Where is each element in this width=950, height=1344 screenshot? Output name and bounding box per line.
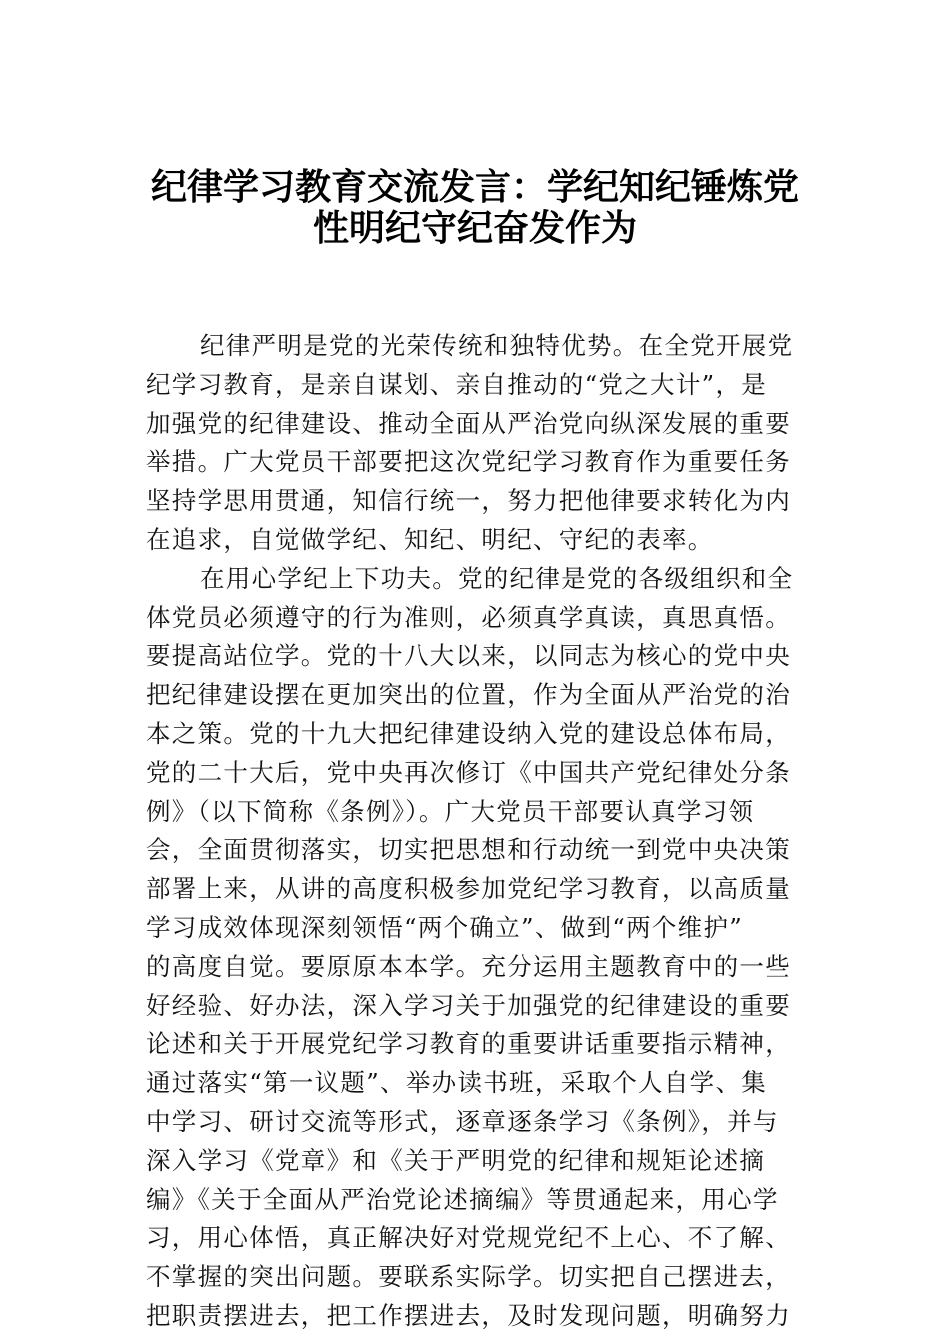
paragraph-2-line: 的高度自觉。要原原本本学。充分运用主题教育中的一些 xyxy=(146,951,791,981)
paragraph-2-line: 要提高站位学。党的十八大以来，以同志为核心的党中央 xyxy=(146,641,791,671)
paragraph-2-line: 在用心学纪上下功夫。党的纪律是党的各级组织和全 xyxy=(200,563,794,593)
paragraph-2-line: 深入学习《党章》和《关于严明党的纪律和规矩论述摘 xyxy=(146,1145,766,1175)
paragraph-2-line: 论述和关于开展党纪学习教育的重要讲话重要指示精神， xyxy=(146,1029,791,1059)
paragraph-2-line: 不掌握的突出问题。要联系实际学。切实把自己摆进去， xyxy=(146,1262,791,1292)
document-title-line-2: 性明纪守纪奋发作为 xyxy=(312,207,637,249)
paragraph-2-line: 例》（以下简称《条例》）。广大党员干部要认真学习领 xyxy=(146,796,755,826)
paragraph-1-line: 举措。广大党员干部要把这次党纪学习教育作为重要任务 xyxy=(146,447,791,477)
paragraph-2-line: 把纪律建设摆在更加突出的位置，作为全面从严治党的治 xyxy=(146,680,791,710)
paragraph-1-line: 纪学习教育，是亲自谋划、亲自推动的“党之大计”，是 xyxy=(146,369,768,399)
document-title-line-1: 纪律学习教育交流发言：学纪知纪锤炼党 xyxy=(150,166,799,208)
paragraph-2-line: 会，全面贯彻落实，切实把思想和行动统一到党中央决策 xyxy=(146,835,791,865)
paragraph-1-line: 在追求，自觉做学纪、知纪、明纪、守纪的表率。 xyxy=(146,524,714,554)
paragraph-2-line: 通过落实“第一议题”、举办读书班，采取个人自学、集 xyxy=(146,1068,768,1098)
paragraph-2-line: 学习成效体现深刻领悟“两个确立”、做到“两个维护” xyxy=(146,912,744,942)
paragraph-1-line: 加强党的纪律建设、推动全面从严治党向纵深发展的重要 xyxy=(146,408,791,438)
paragraph-2-line: 体党员必须遵守的行为准则，必须真学真读，真思真悟。 xyxy=(146,602,791,632)
paragraph-2-line: 好经验、好办法，深入学习关于加强党的纪律建设的重要 xyxy=(146,990,791,1020)
paragraph-2-line: 编》《关于全面从严治党论述摘编》等贯通起来，用心学 xyxy=(146,1184,779,1214)
paragraph-2-line: 党的二十大后，党中央再次修订《中国共产党纪律处分条 xyxy=(146,757,791,787)
paragraph-2-line: 习，用心体悟，真正解决好对党规党纪不上心、不了解、 xyxy=(146,1223,791,1253)
paragraph-1-line: 坚持学思用贯通，知信行统一，努力把他律要求转化为内 xyxy=(146,486,791,516)
document-body xyxy=(146,327,806,1336)
paragraph-2-line: 中学习、研讨交流等形式，逐章逐条学习《条例》，并与 xyxy=(146,1106,779,1136)
paragraph-2-line: 本之策。党的十九大把纪律建设纳入党的建设总体布局， xyxy=(146,718,791,748)
paragraph-2-line: 把职责摆进去，把工作摆进去，及时发现问题，明确努力 xyxy=(146,1300,791,1330)
paragraph-1-line: 纪律严明是党的光荣传统和独特优势。在全党开展党 xyxy=(200,331,794,360)
paragraph-2-line: 部署上来，从讲的高度积极参加党纪学习教育，以高质量 xyxy=(146,874,791,904)
